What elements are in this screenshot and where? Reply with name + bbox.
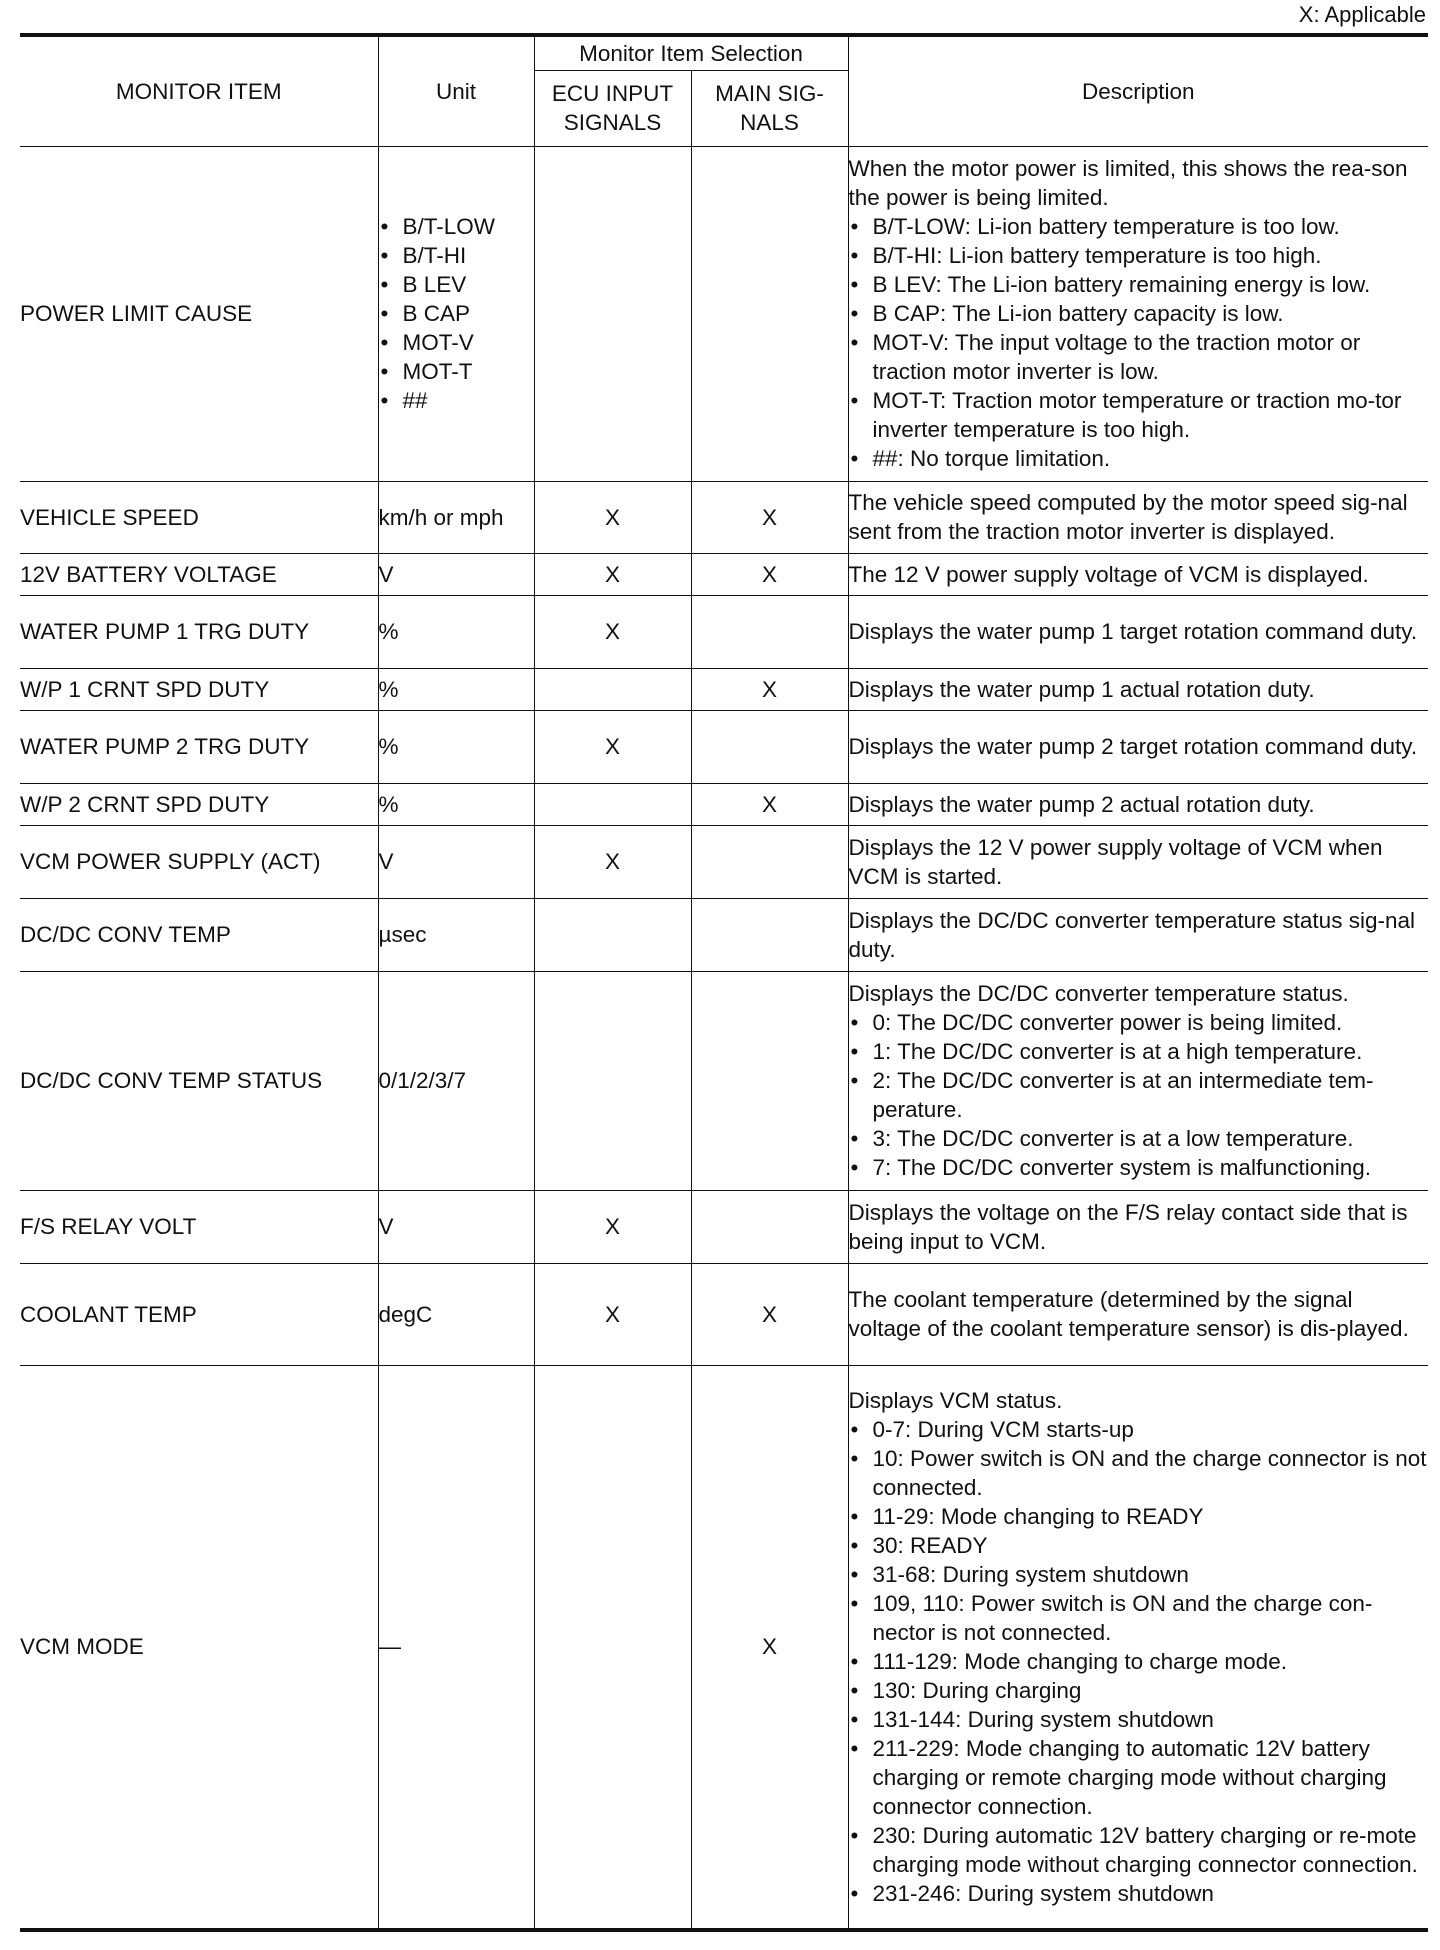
table-row [20, 1190, 1428, 1263]
legend-applicable: X: Applicable [1298, 2, 1426, 27]
header-ecu-input-signals [534, 70, 691, 146]
table-row [20, 783, 1428, 825]
description-list-item: • B/T-LOW: Li-ion battery temperature is too low. [849, 212, 1429, 241]
unit-list-item: • ## [379, 386, 534, 415]
description-list [849, 212, 1429, 473]
monitor-item-cell: W/P 2 CRNT SPD DUTY [20, 783, 378, 825]
monitor-item-table [20, 33, 1428, 1932]
monitor-item-cell: F/S RELAY VOLT [20, 1190, 378, 1263]
main-signals-cell [691, 595, 848, 668]
monitor-item-cell: COOLANT TEMP [20, 1263, 378, 1365]
description-list-item: • ##: No torque limitation. [849, 444, 1429, 473]
description-list-item: • 30: READY [849, 1531, 1429, 1560]
description-cell [848, 971, 1428, 1190]
ecu-input-signals-cell [534, 971, 691, 1190]
main-signals-cell: X [691, 783, 848, 825]
ecu-input-signals-cell: X [534, 710, 691, 783]
table-row [20, 710, 1428, 783]
header-description: Description [848, 35, 1428, 146]
ecu-input-signals-cell: X [534, 1263, 691, 1365]
table-row [20, 595, 1428, 668]
description-intro: When the motor power is limited, this shows the rea-son the power is being limited. [848, 156, 1408, 210]
table-row [20, 553, 1428, 595]
unit-cell: % [378, 783, 534, 825]
header-main-signals [691, 70, 848, 146]
ecu-input-signals-cell: X [534, 825, 691, 898]
description-cell [848, 146, 1428, 481]
description-list-item: • 31-68: During system shutdown [849, 1560, 1429, 1589]
unit-list-item: • MOT-V [379, 328, 534, 357]
table-row [20, 668, 1428, 710]
description-cell: Displays the water pump 2 target rotation command duty. [848, 710, 1428, 783]
header-monitor-item-selection: Monitor Item Selection [534, 35, 848, 70]
unit-cell: V [378, 553, 534, 595]
table-row [20, 898, 1428, 971]
description-list-item: • 211-229: Mode changing to automatic 12V battery charging or remote charging mode without charging connector connection. [849, 1734, 1429, 1821]
monitor-item-cell: VCM MODE [20, 1365, 378, 1930]
unit-cell: % [378, 710, 534, 783]
main-signals-cell: X [691, 668, 848, 710]
description-list-item: • 10: Power switch is ON and the charge connector is not connected. [849, 1444, 1429, 1502]
header-monitor-item: MONITOR ITEM [20, 35, 378, 146]
main-signals-cell: X [691, 553, 848, 595]
description-list-item: • MOT-T: Traction motor temperature or traction mo-tor inverter temperature is too high. [849, 386, 1429, 444]
table-row [20, 1263, 1428, 1365]
ecu-input-signals-cell: X [534, 595, 691, 668]
description-cell: Displays the water pump 1 target rotation command duty. [848, 595, 1428, 668]
unit-cell [378, 146, 534, 481]
unit-cell: % [378, 595, 534, 668]
table-row [20, 1365, 1428, 1930]
description-cell: The 12 V power supply voltage of VCM is displayed. [848, 553, 1428, 595]
description-list-item: • 7: The DC/DC converter system is malfunctioning. [849, 1153, 1429, 1182]
monitor-item-cell: WATER PUMP 1 TRG DUTY [20, 595, 378, 668]
monitor-item-cell: 12V BATTERY VOLTAGE [20, 553, 378, 595]
ecu-input-signals-cell: X [534, 1190, 691, 1263]
description-list-item: • 0: The DC/DC converter power is being limited. [849, 1008, 1429, 1037]
description-cell [848, 1365, 1428, 1930]
description-list [849, 1008, 1429, 1182]
description-intro: Displays VCM status. [848, 1387, 1063, 1413]
ecu-input-signals-cell [534, 146, 691, 481]
main-signals-cell [691, 146, 848, 481]
unit-list [379, 212, 534, 415]
unit-cell: V [378, 1190, 534, 1263]
description-list-item: • 11-29: Mode changing to READY [849, 1502, 1429, 1531]
unit-cell: degC [378, 1263, 534, 1365]
description-list-item: • B CAP: The Li-ion battery capacity is low. [849, 299, 1429, 328]
description-cell: The vehicle speed computed by the motor speed sig-nal sent from the traction motor inverter is displayed. [848, 481, 1428, 553]
table-body [20, 146, 1428, 1930]
monitor-item-cell: DC/DC CONV TEMP [20, 898, 378, 971]
description-list-item: • 3: The DC/DC converter is at a low temperature. [849, 1124, 1429, 1153]
table-row [20, 825, 1428, 898]
unit-list-item: • B/T-HI [379, 241, 534, 270]
monitor-item-cell: WATER PUMP 2 TRG DUTY [20, 710, 378, 783]
unit-cell: % [378, 668, 534, 710]
header-main-line-1: MAIN SIG- [715, 81, 824, 106]
description-list-item: • B LEV: The Li-ion battery remaining energy is low. [849, 270, 1429, 299]
main-signals-cell [691, 710, 848, 783]
main-signals-cell: X [691, 1263, 848, 1365]
header-ecu-line-2: SIGNALS [563, 110, 662, 135]
main-signals-cell [691, 825, 848, 898]
header-unit: Unit [378, 35, 534, 146]
unit-cell: km/h or mph [378, 481, 534, 553]
description-cell: Displays the 12 V power supply voltage of VCM when VCM is started. [848, 825, 1428, 898]
unit-cell: 0/1/2/3/7 [378, 971, 534, 1190]
main-signals-cell: X [691, 1365, 848, 1930]
description-list-item: • 231-246: During system shutdown [849, 1879, 1429, 1908]
description-list-item: • 0-7: During VCM starts-up [849, 1415, 1429, 1444]
main-signals-cell: X [691, 481, 848, 553]
ecu-input-signals-cell [534, 783, 691, 825]
description-cell: Displays the water pump 2 actual rotation duty. [848, 783, 1428, 825]
description-list-item: • B/T-HI: Li-ion battery temperature is too high. [849, 241, 1429, 270]
description-list-item: • 230: During automatic 12V battery charging or re-mote charging mode without charging connector connection. [849, 1821, 1429, 1879]
header-ecu-line-1: ECU INPUT [551, 81, 674, 106]
ecu-input-signals-cell: X [534, 553, 691, 595]
description-cell: Displays the voltage on the F/S relay contact side that is being input to VCM. [848, 1190, 1428, 1263]
description-cell: Displays the water pump 1 actual rotation duty. [848, 668, 1428, 710]
description-list-item: • 111-129: Mode changing to charge mode. [849, 1647, 1429, 1676]
description-cell: The coolant temperature (determined by the signal voltage of the coolant temperature sensor) is dis-played. [848, 1263, 1428, 1365]
header-main-line-2: NALS [740, 110, 799, 135]
ecu-input-signals-cell: X [534, 481, 691, 553]
description-list-item: • 109, 110: Power switch is ON and the charge con-nector is not connected. [849, 1589, 1429, 1647]
table-row [20, 971, 1428, 1190]
unit-cell: µsec [378, 898, 534, 971]
table-row [20, 146, 1428, 481]
unit-list-item: • MOT-T [379, 357, 534, 386]
description-list-item: • 1: The DC/DC converter is at a high temperature. [849, 1037, 1429, 1066]
description-list [849, 1415, 1429, 1908]
description-list-item: • 131-144: During system shutdown [849, 1705, 1429, 1734]
table-row [20, 481, 1428, 553]
description-intro: Displays the DC/DC converter temperature status. [848, 981, 1349, 1006]
unit-list-item: • B LEV [379, 270, 534, 299]
description-list-item: • 130: During charging [849, 1676, 1429, 1705]
description-cell: Displays the DC/DC converter temperature status sig-nal duty. [848, 898, 1428, 971]
ecu-input-signals-cell [534, 668, 691, 710]
main-signals-cell [691, 898, 848, 971]
unit-list-item: • B/T-LOW [379, 212, 534, 241]
monitor-item-cell: VEHICLE SPEED [20, 481, 378, 553]
unit-cell: — [378, 1365, 534, 1930]
unit-list-item: • B CAP [379, 299, 534, 328]
ecu-input-signals-cell [534, 1365, 691, 1930]
monitor-item-cell: DC/DC CONV TEMP STATUS [20, 971, 378, 1190]
monitor-item-cell: W/P 1 CRNT SPD DUTY [20, 668, 378, 710]
monitor-item-cell: POWER LIMIT CAUSE [20, 146, 378, 481]
main-signals-cell [691, 1190, 848, 1263]
unit-cell: V [378, 825, 534, 898]
main-signals-cell [691, 971, 848, 1190]
description-list-item: • MOT-V: The input voltage to the traction motor or traction motor inverter is low. [849, 328, 1429, 386]
ecu-input-signals-cell [534, 898, 691, 971]
description-list-item: • 2: The DC/DC converter is at an intermediate tem-perature. [849, 1066, 1429, 1124]
monitor-item-cell: VCM POWER SUPPLY (ACT) [20, 825, 378, 898]
